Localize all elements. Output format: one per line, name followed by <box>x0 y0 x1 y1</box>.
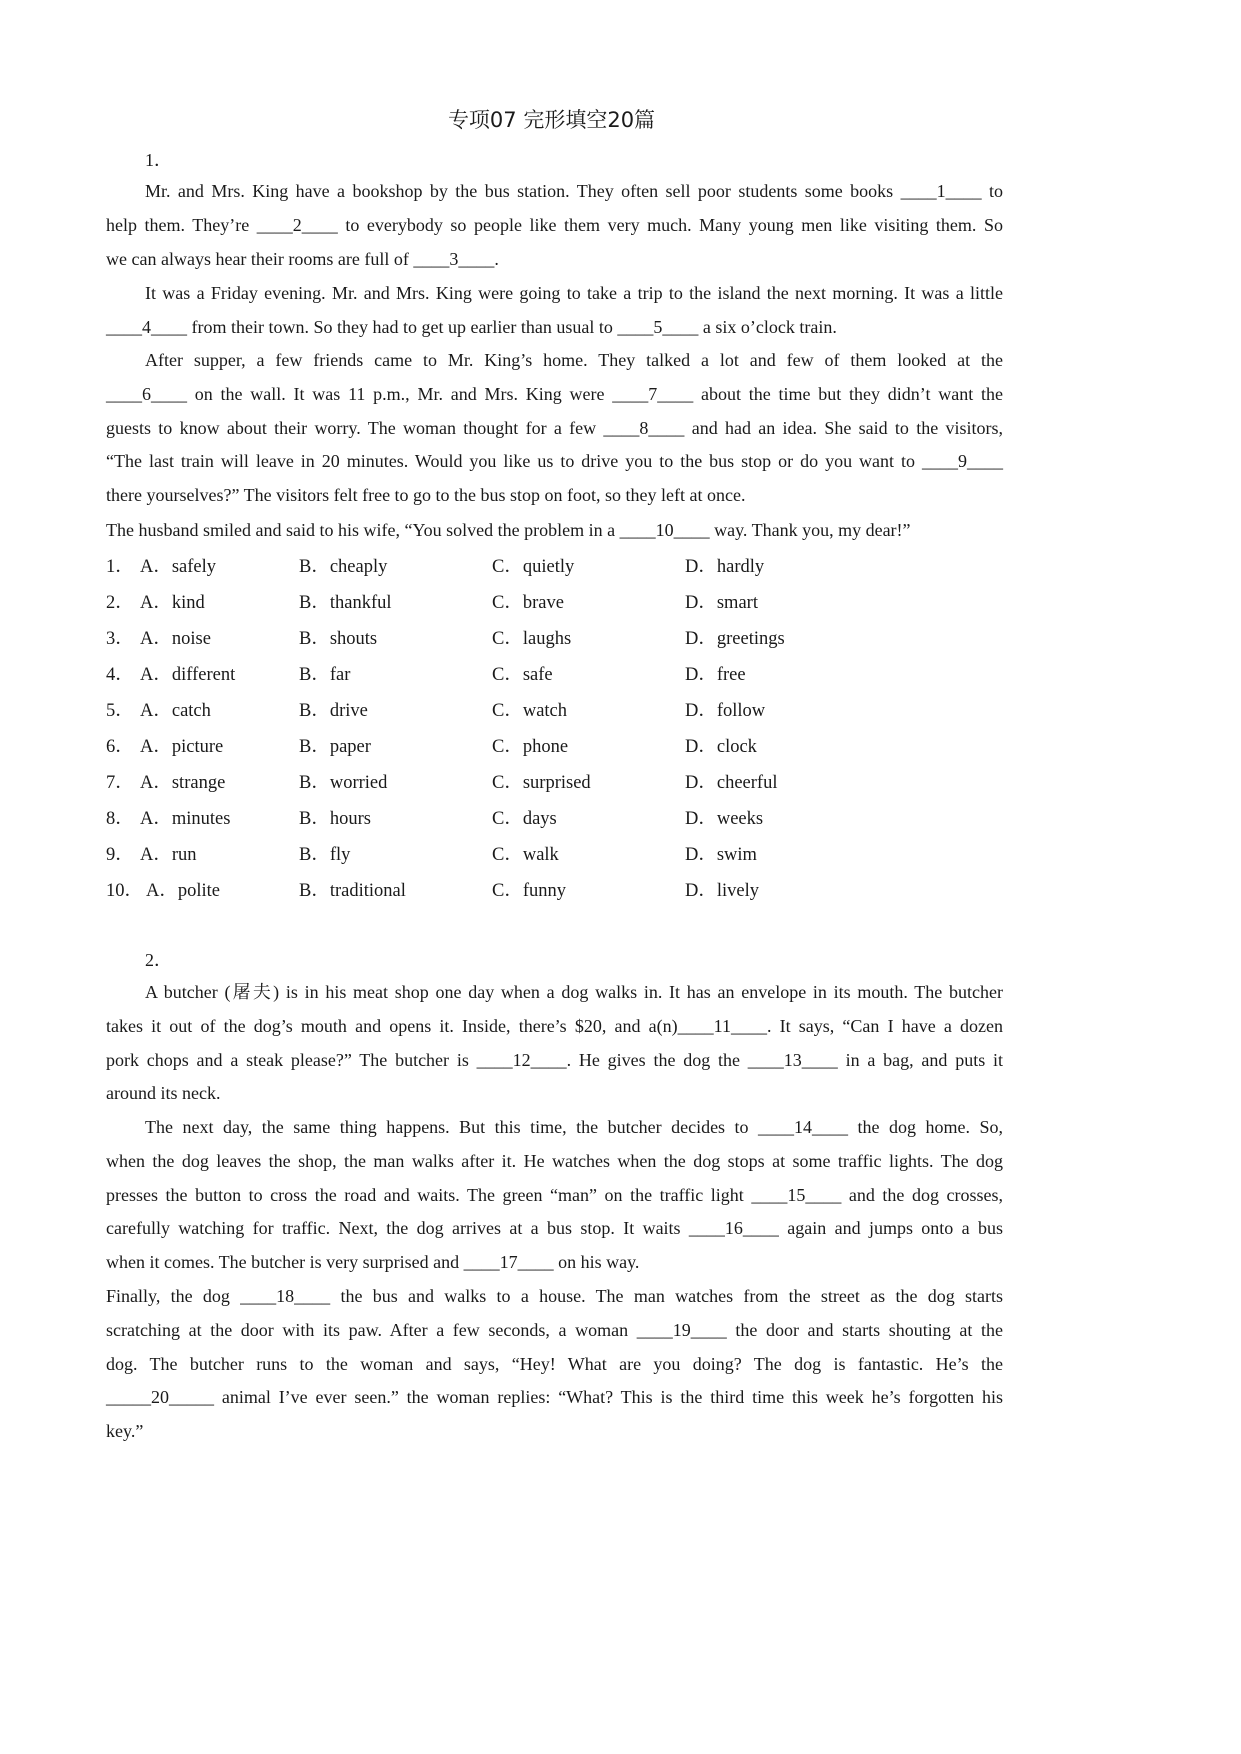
option-c: C．phone <box>492 737 569 757</box>
question-number: 2． <box>106 593 134 613</box>
option-d: D．free <box>685 665 746 685</box>
text-line: Mr. and Mrs. King have a bookshop by the bus station. They often sell poor students some books ____1____ to <box>145 181 1003 201</box>
passage-number: 1． <box>145 150 172 170</box>
option-a: A．noise <box>140 629 211 649</box>
paragraph <box>106 175 1003 276</box>
option-a: A．run <box>140 845 197 865</box>
text-line: around its neck. <box>106 1083 221 1104</box>
question-number: 1． <box>106 557 134 577</box>
option-d: D．cheerful <box>685 773 778 793</box>
option-c: C．walk <box>492 845 559 865</box>
option-row <box>106 876 906 912</box>
option-d: D．lively <box>685 881 759 901</box>
option-a: A．minutes <box>140 809 231 829</box>
option-d: D．greetings <box>685 629 785 649</box>
option-row <box>106 624 906 660</box>
text-line: scratching at the door with its paw. After a few seconds, a woman ____19____ the door and starts shouting at the <box>106 1319 1003 1340</box>
option-b: B．cheaply <box>299 557 388 577</box>
question-number: 6． <box>106 737 134 757</box>
option-b: B．worried <box>299 773 388 793</box>
option-c: C．funny <box>492 881 567 901</box>
option-b: B．paper <box>299 737 371 757</box>
paragraph <box>106 976 1003 1111</box>
option-a: A．polite <box>146 881 220 901</box>
paragraph <box>106 277 1003 345</box>
option-row <box>106 696 906 732</box>
option-a: A．picture <box>140 737 224 757</box>
option-c: C．brave <box>492 593 564 613</box>
question-number: 4． <box>106 665 134 685</box>
paragraph <box>106 514 1003 548</box>
option-b: B．shouts <box>299 629 378 649</box>
text-line: “The last train will leave in 20 minutes. Would you like us to drive you to the bus stop or do you want to ____9____ <box>106 451 1003 472</box>
text-line: presses the button to cross the road and waits. The green “man” on the traffic light ____15____ and the dog crosses, <box>106 1184 1003 1205</box>
option-c: C．safe <box>492 665 553 685</box>
text-line: we can always hear their rooms are full of ____3____. <box>106 248 499 269</box>
text-line: there yourselves?” The visitors felt free to go to the bus stop on foot, so they left at once. <box>106 485 746 506</box>
option-c: C．watch <box>492 701 568 721</box>
paragraph <box>106 1280 1003 1449</box>
text-line: After supper, a few friends came to Mr. King’s home. They talked a lot and few of them looked at the <box>145 350 1003 370</box>
option-d: D．smart <box>685 593 758 613</box>
option-d: D．clock <box>685 737 757 757</box>
text-line: The husband smiled and said to his wife, “You solved the problem in a ____10____ way. Thank you, my dear!” <box>106 520 911 540</box>
option-b: B．thankful <box>299 593 392 613</box>
option-c: C．surprised <box>492 773 591 793</box>
option-b: B．drive <box>299 701 368 721</box>
options-list <box>106 552 906 912</box>
text-line: pork chops and a steak please?” The butcher is ____12____. He gives the dog the ____13____ in a bag, and puts it <box>106 1049 1003 1070</box>
text-line: A butcher (屠夫) is in his meat shop one day when a dog walks in. It has an envelope in its mouth. The butcher <box>145 982 1003 1002</box>
option-c: C．laughs <box>492 629 572 649</box>
question-number: 5． <box>106 701 134 721</box>
text-line: carefully watching for traffic. Next, the dog arrives at a bus stop. It waits ____16____ again and jumps onto a bus <box>106 1218 1003 1239</box>
option-a: A．strange <box>140 773 226 793</box>
question-number: 3． <box>106 629 134 649</box>
text-line: _____20_____ animal I’ve ever seen.” the woman replies: “What? This is the third time this week he’s forgotten his <box>106 1387 1003 1408</box>
question-number: 7． <box>106 773 134 793</box>
option-b: B．hours <box>299 809 371 829</box>
option-a: A．different <box>140 665 236 685</box>
option-row <box>106 804 906 840</box>
option-row <box>106 768 906 804</box>
option-row <box>106 840 906 876</box>
paragraph <box>106 1111 1003 1280</box>
option-row <box>106 552 906 588</box>
question-number: 10． <box>106 881 144 901</box>
text-line: dog. The butcher runs to the woman and says, “Hey! What are you doing? The dog is fantastic. He’s the <box>106 1353 1003 1374</box>
option-row <box>106 588 906 624</box>
option-b: B．fly <box>299 845 351 865</box>
page-title: 专项07 完形填空20篇 <box>447 108 656 132</box>
text-line: Finally, the dog ____18____ the bus and walks to a house. The man watches from the street as the dog starts <box>106 1286 1003 1306</box>
text-line: takes it out of the dog’s mouth and opens it. Inside, there’s $20, and a(n)____11____. It says, “Can I have a dozen <box>106 1015 1003 1036</box>
option-b: B．traditional <box>299 881 406 901</box>
text-line: when it comes. The butcher is very surprised and ____17____ on his way. <box>106 1252 640 1273</box>
option-c: C．days <box>492 809 557 829</box>
option-d: D．hardly <box>685 557 765 577</box>
option-a: A．catch <box>140 701 211 721</box>
paragraph <box>106 344 1003 513</box>
text-line: It was a Friday evening. Mr. and Mrs. King were going to take a trip to the island the next morning. It was a little <box>145 283 1003 303</box>
text-line: guests to know about their worry. The woman thought for a few ____8____ and had an idea. She said to the visitors, <box>106 417 1003 438</box>
option-c: C．quietly <box>492 557 575 577</box>
option-d: D．swim <box>685 845 757 865</box>
text-line: The next day, the same thing happens. But this time, the butcher decides to ____14____ the dog home. So, <box>145 1117 1003 1137</box>
text-line: when the dog leaves the shop, the man walks after it. He watches when the dog stops at some traffic lights. The dog <box>106 1150 1003 1171</box>
option-a: A．kind <box>140 593 205 613</box>
option-d: D．follow <box>685 701 766 721</box>
option-row <box>106 732 906 768</box>
question-number: 9． <box>106 845 134 865</box>
option-d: D．weeks <box>685 809 764 829</box>
option-b: B．far <box>299 665 351 685</box>
passage-number: 2． <box>145 950 172 970</box>
text-line: help them. They’re ____2____ to everybody so people like them very much. Many young men like visiting them. So <box>106 214 1003 235</box>
text-line: ____6____ on the wall. It was 11 p.m., Mr. and Mrs. King were ____7____ about the time but they didn’t want the <box>106 383 1003 404</box>
option-row <box>106 660 906 696</box>
text-line: key.” <box>106 1421 144 1442</box>
text-line: ____4____ from their town. So they had to get up earlier than usual to ____5____ a six o’clock train. <box>106 316 837 337</box>
option-a: A．safely <box>140 557 217 577</box>
question-number: 8． <box>106 809 134 829</box>
